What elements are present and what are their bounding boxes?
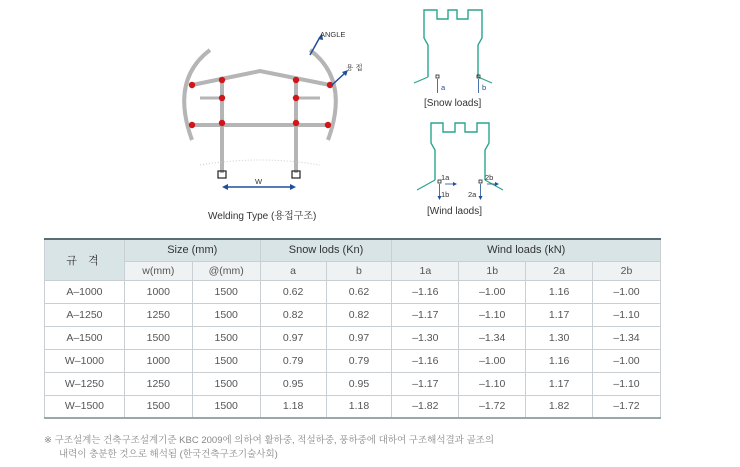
wind-outline-drawing xyxy=(405,118,525,208)
subheader-cell: w(mm) xyxy=(124,261,192,280)
value-cell: 1500 xyxy=(192,280,260,303)
value-cell: 1500 xyxy=(124,326,192,349)
subheader-cell: a xyxy=(260,261,326,280)
value-cell: –1.10 xyxy=(459,303,526,326)
welding-structure-diagram xyxy=(170,25,380,225)
value-cell: –1.16 xyxy=(392,349,459,372)
wind-loads-diagram xyxy=(405,118,525,223)
value-cell: –1.34 xyxy=(459,326,526,349)
model-cell: A–1250 xyxy=(45,303,125,326)
value-cell: 1250 xyxy=(124,303,192,326)
value-cell: –1.17 xyxy=(392,372,459,395)
wind-label-2b: 2b xyxy=(485,173,494,182)
value-cell: –1.72 xyxy=(459,395,526,418)
value-cell: 1500 xyxy=(192,395,260,418)
subheader-cell: 2a xyxy=(526,261,593,280)
value-cell: –1.30 xyxy=(392,326,459,349)
value-cell: 0.82 xyxy=(260,303,326,326)
subheader-cell: @(mm) xyxy=(192,261,260,280)
value-cell: 1500 xyxy=(192,372,260,395)
value-cell: 0.95 xyxy=(326,372,392,395)
value-cell: 1000 xyxy=(124,280,192,303)
value-cell: 0.97 xyxy=(326,326,392,349)
value-cell: –1.10 xyxy=(593,372,661,395)
value-cell: 1.18 xyxy=(260,395,326,418)
wind-caption: [Wind laods] xyxy=(427,206,483,217)
table-row xyxy=(45,349,661,372)
subheader-cell: 1a xyxy=(392,261,459,280)
value-cell: 1500 xyxy=(192,303,260,326)
value-cell: –1.10 xyxy=(459,372,526,395)
value-cell: –1.00 xyxy=(459,280,526,303)
value-cell: 1500 xyxy=(124,395,192,418)
header-spec: 규 격 xyxy=(45,239,125,280)
wind-label-1b: 1b xyxy=(441,190,450,199)
width-label: W xyxy=(255,177,263,186)
value-cell: 0.79 xyxy=(326,349,392,372)
value-cell: 0.95 xyxy=(260,372,326,395)
footnote xyxy=(44,434,494,462)
value-cell: 1.16 xyxy=(526,349,593,372)
value-cell: –1.82 xyxy=(392,395,459,418)
snow-label-a: a xyxy=(441,83,446,92)
value-cell: –1.00 xyxy=(459,349,526,372)
value-cell: 1.16 xyxy=(526,280,593,303)
value-cell: 1.30 xyxy=(526,326,593,349)
subheader-cell: 2b xyxy=(593,261,661,280)
subheader-cell: b xyxy=(326,261,392,280)
weld-label: 용 접 xyxy=(346,63,363,72)
snow-outline-drawing xyxy=(410,5,520,95)
subheader-row xyxy=(45,261,661,280)
value-cell: –1.72 xyxy=(593,395,661,418)
snow-outline xyxy=(424,10,482,77)
table-row xyxy=(45,372,661,395)
value-cell: 0.82 xyxy=(326,303,392,326)
weld-joints xyxy=(189,77,333,128)
table-row xyxy=(45,395,661,418)
table-row xyxy=(45,326,661,349)
value-cell: 1.82 xyxy=(526,395,593,418)
model-cell: W–1500 xyxy=(45,395,125,418)
ground-line xyxy=(200,160,320,165)
load-spec-table xyxy=(44,238,661,419)
subheader-cell: 1b xyxy=(459,261,526,280)
value-cell: –1.16 xyxy=(392,280,459,303)
value-cell: 1500 xyxy=(192,326,260,349)
wind-label-1a: 1a xyxy=(441,173,450,182)
model-cell: W–1000 xyxy=(45,349,125,372)
value-cell: –1.00 xyxy=(593,349,661,372)
value-cell: –1.34 xyxy=(593,326,661,349)
wind-outline xyxy=(431,123,489,180)
value-cell: –1.00 xyxy=(593,280,661,303)
value-cell: 0.62 xyxy=(326,280,392,303)
table-row xyxy=(45,280,661,303)
snow-caption: [Snow loads] xyxy=(424,98,482,109)
value-cell: 1.18 xyxy=(326,395,392,418)
header-size: Size (mm) xyxy=(124,239,260,261)
snow-label-b: b xyxy=(482,83,487,92)
value-cell: 0.79 xyxy=(260,349,326,372)
angle-label: ANGLE xyxy=(320,30,346,39)
header-snow: Snow lods (Kn) xyxy=(260,239,392,261)
table-body xyxy=(45,280,661,418)
welding-frame-drawing xyxy=(170,25,380,225)
model-cell: A–1500 xyxy=(45,326,125,349)
footnote-line1: ※ 구조설계는 건축구조설계기준 KBC 2009에 의하여 활하중, 적설하중, 풍하중에 대하여 구조해석결과 골조의 xyxy=(44,435,495,446)
snow-loads-diagram xyxy=(410,5,520,115)
table-row xyxy=(45,303,661,326)
welding-caption: Welding Type (용접구조) xyxy=(208,211,317,222)
value-cell: –1.10 xyxy=(593,303,661,326)
value-cell: 1.17 xyxy=(526,372,593,395)
footnote-line2: 내력이 충분한 것으로 해석됨 (한국건축구조기술사회) xyxy=(59,449,278,460)
value-cell: –1.17 xyxy=(392,303,459,326)
value-cell: 0.97 xyxy=(260,326,326,349)
model-cell: A–1000 xyxy=(45,280,125,303)
header-wind: Wind loads (kN) xyxy=(392,239,661,261)
model-cell: W–1250 xyxy=(45,372,125,395)
value-cell: 1500 xyxy=(192,349,260,372)
wind-label-2a: 2a xyxy=(468,190,477,199)
roof-beam xyxy=(192,71,330,85)
value-cell: 0.62 xyxy=(260,280,326,303)
value-cell: 1000 xyxy=(124,349,192,372)
value-cell: 1.17 xyxy=(526,303,593,326)
value-cell: 1250 xyxy=(124,372,192,395)
